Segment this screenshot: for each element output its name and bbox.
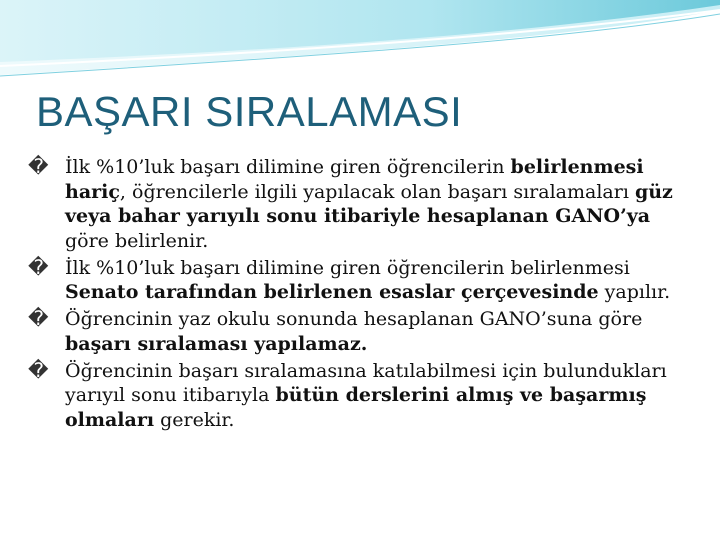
bullet-text-bold: belirlenmesi hariç (65, 156, 644, 203)
bullet-text: İlk %10’luk başarı dilimine giren öğrencilerin belirlenmesi (65, 256, 630, 279)
bullet-list (28, 155, 698, 435)
bullet-text-bold: başarı sıralaması yapılamaz. (65, 332, 368, 355)
bullet-text: göre belirlenir. (65, 230, 209, 253)
bullet-item (28, 155, 698, 254)
bullet-text: İlk %10’luk başarı dilimine giren öğrencilerin (65, 156, 511, 178)
bullet-text-bold: güz veya bahar yarıyılı sonu itibariyle hesaplanan GANO’ya (65, 180, 673, 228)
header-wave-decoration (0, 0, 720, 90)
bullet-marker-icon: � (28, 357, 49, 382)
bullet-item (28, 307, 698, 356)
bullet-text: gerekir. (154, 408, 235, 431)
bullet-text: yapılır. (598, 281, 671, 304)
slide-title: BAŞARI SIRALAMASI (36, 88, 463, 135)
bullet-text: Öğrencinin yaz okulu sonunda hesaplanan GANO’suna göre (65, 308, 643, 331)
bullet-text: , öğrencilerle ilgili yapılacak olan başarı sıralamaları (119, 180, 635, 203)
bullet-text-bold: Senato tarafından belirlenen esaslar çerçevesinde (65, 281, 599, 304)
bullet-marker-icon: � (28, 254, 49, 279)
bullet-marker-icon: � (28, 154, 49, 178)
bullet-text: Öğrencinin başarı sıralamasına katılabilmesi için bulundukları yarıyıl sonu itibarıyla (65, 359, 667, 407)
bullet-item (28, 359, 698, 433)
bullet-marker-icon: � (28, 306, 49, 331)
bullet-item (28, 256, 698, 305)
bullet-text-bold: bütün derslerini almış ve başarmış olmaları (65, 384, 647, 431)
